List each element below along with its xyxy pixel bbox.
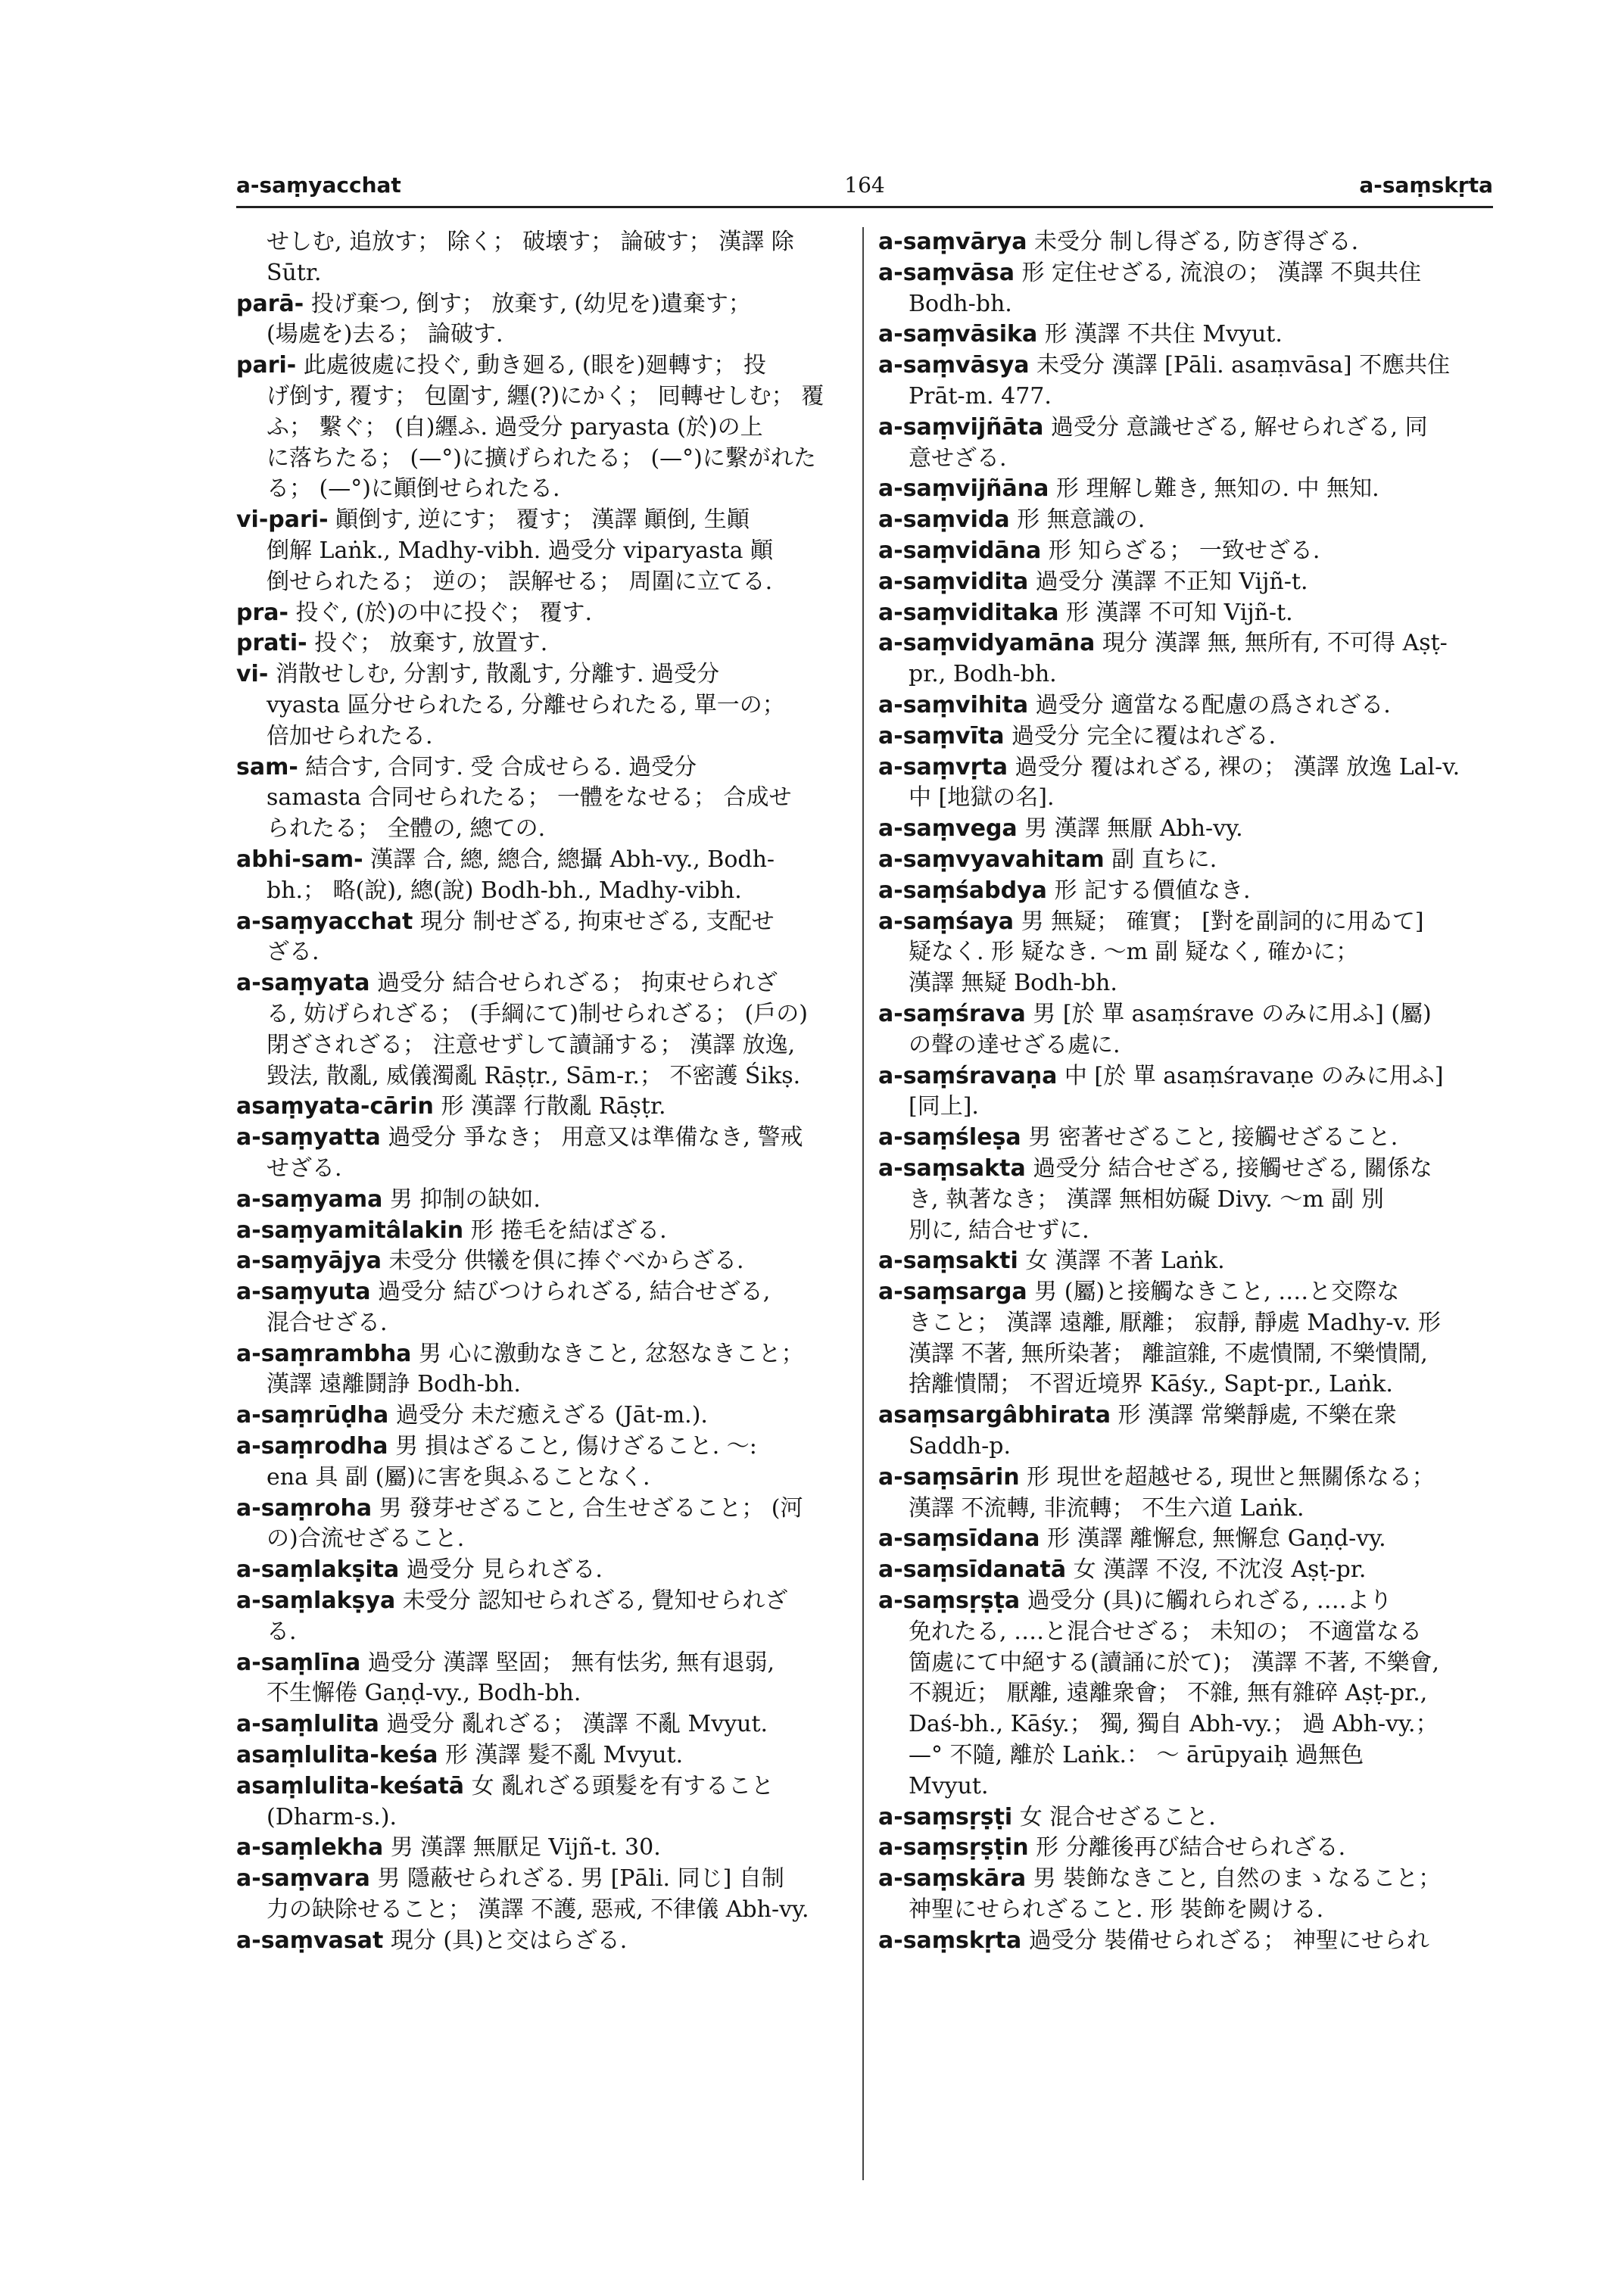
entry-headword: a-saṃvāsya bbox=[878, 352, 1030, 379]
entry-definition: せしむ, 追放す； 除く； 破壊す； 論破す； 漢譯 除 Sūtr. bbox=[267, 229, 794, 286]
entry-definition: 女 亂れざる頭髮を有すること (Dharm-s.). bbox=[267, 1772, 775, 1830]
dictionary-entry bbox=[878, 1061, 1493, 1123]
entry-headword: a-saṃyacchat bbox=[236, 908, 413, 935]
dictionary-entry bbox=[878, 1123, 1493, 1154]
entry-definition: 女 漢譯 不著 Laṅk. bbox=[1018, 1248, 1225, 1275]
entry-definition: 形 理解し難き, 無知の. 中 無知. bbox=[1049, 475, 1379, 503]
right-column bbox=[878, 227, 1493, 1957]
entry-headword: a-saṃskāra bbox=[878, 1865, 1027, 1893]
entry-headword: a-saṃyatta bbox=[236, 1124, 381, 1151]
entry-headword: a-saṃrūḍha bbox=[236, 1402, 389, 1429]
entry-definition: 過受分 未だ癒えざる (Jāt-m.). bbox=[388, 1402, 708, 1429]
entry-headword: a-saṃviditaka bbox=[878, 599, 1059, 626]
entry-headword: pra- bbox=[236, 599, 288, 626]
entry-definition: 未受分 認知せられざる, 覺知せられざ る. bbox=[267, 1587, 788, 1645]
entry-headword: a-saṃyamitâlakin bbox=[236, 1217, 464, 1244]
dictionary-entry bbox=[878, 690, 1493, 721]
dictionary-entry bbox=[236, 1216, 848, 1247]
entry-definition: 過受分 完全に覆はれざる. bbox=[1004, 722, 1276, 749]
dictionary-entry bbox=[236, 1648, 848, 1710]
dictionary-entry bbox=[878, 598, 1493, 629]
entry-definition: 漢譯 合, 總, 總合, 總攝 Abh-vy., Bodh- bh.； 略(說), 總(說) Bodh-bh., Madhy-vibh. bbox=[267, 846, 775, 904]
entry-definition: 此處彼處に投ぐ, 動き廻る, (眼を)廻轉す； 投 げ倒す, 覆す； 包圍す, 纒(?)にかく； 囘轉せしむ； 覆 ふ； 繫ぐ； (自)纒ふ. 過受分 paryasta (於)の上 に落ちたる； (—°)に擴げられたる； (—°)に繫がれた る； (—°)に顚倒せられたる. bbox=[267, 352, 824, 503]
entry-headword: asaṃyata-cārin bbox=[236, 1093, 434, 1120]
entry-definition: 過受分 覆はれざる, 裸の； 漢譯 放逸 Lal-v. 中 [地獄の名]. bbox=[909, 753, 1460, 812]
entry-headword: a-saṃvara bbox=[236, 1865, 370, 1893]
dictionary-entry bbox=[878, 413, 1493, 475]
entry-headword: a-saṃsārin bbox=[878, 1463, 1020, 1491]
dictionary-entry bbox=[878, 628, 1493, 690]
entry-headword: a-saṃvārya bbox=[878, 229, 1027, 255]
entry-headword: vi- bbox=[236, 661, 269, 688]
dictionary-entry bbox=[236, 1494, 848, 1556]
entry-definition: 投ぐ； 放棄す, 放置す. bbox=[307, 630, 548, 657]
dictionary-entry bbox=[236, 968, 848, 1092]
entry-headword: pari- bbox=[236, 352, 297, 379]
dictionary-entry bbox=[236, 1246, 848, 1277]
dictionary-entry bbox=[236, 1185, 848, 1216]
entry-headword: a-saṃvijñāna bbox=[878, 475, 1049, 503]
entry-definition: 形 無意識の. bbox=[1009, 506, 1146, 534]
dictionary-entry bbox=[236, 1864, 848, 1926]
entry-headword: a-saṃvijñāta bbox=[878, 413, 1044, 441]
entry-definition: 男 損はざること, 傷けざること. 〜: ena 具 副 (屬)に害を與ふることなく. bbox=[267, 1433, 757, 1491]
entry-headword: a-saṃyama bbox=[236, 1185, 383, 1213]
entry-definition: 消散せしむ, 分割す, 散亂す, 分離す. 過受分 vyasta 區分せられたる, 分離せられたる, 單一の； 倍加せられたる. bbox=[267, 661, 785, 749]
entry-definition: 投げ棄つ, 倒す； 放棄す, (幼児を)遺棄す； (場處を)去る； 論破す. bbox=[267, 290, 751, 348]
header-rule bbox=[236, 206, 1493, 208]
dictionary-entry bbox=[878, 227, 1493, 258]
entry-definition: 形 現世を超越せる, 現世と無關係なる； 漢譯 不流轉, 非流轉； 不生六道 Laṅk. bbox=[909, 1463, 1435, 1522]
dictionary-entry bbox=[878, 505, 1493, 536]
entry-definition: 現分 制せざる, 拘束せざる, 支配せ ざる. bbox=[267, 908, 775, 966]
entry-definition: 過受分 漢譯 不正知 Vijñ-t. bbox=[1028, 568, 1308, 595]
dictionary-entry bbox=[236, 752, 848, 845]
entry-definition: 男 隱蔽せられざる. 男 [Pāli. 同じ] 自制 力の缺除せること； 漢譯 不護, 惡戒, 不律儀 Abh-vy. bbox=[267, 1865, 809, 1924]
dictionary-entry bbox=[878, 999, 1493, 1061]
dictionary-entry bbox=[236, 1092, 848, 1123]
entry-definition: 女 混合せざること. bbox=[1012, 1803, 1216, 1830]
dictionary-entry bbox=[878, 876, 1493, 907]
dictionary-entry bbox=[878, 319, 1493, 350]
entry-definition: 形 漢譯 常樂靜處, 不樂在衆 Saddh-p. bbox=[909, 1402, 1397, 1460]
entry-definition: 過受分 結合せざる, 接觸せざる, 關係な き, 執著なき； 漢譯 無相妨礙 Divy. 〜m 副 別 別に, 結合せずに. bbox=[909, 1154, 1432, 1244]
entry-continuation bbox=[236, 227, 848, 289]
entry-definition: 男 發芽せざること, 合生せざること； (河 の)合流せざること. bbox=[267, 1494, 803, 1553]
entry-headword: a-saṃrambha bbox=[236, 1340, 412, 1367]
dictionary-entry bbox=[878, 1926, 1493, 1957]
entry-headword: parā- bbox=[236, 290, 304, 317]
entry-definition: 形 漢譯 不可知 Vijñ-t. bbox=[1058, 599, 1293, 626]
entry-headword: a-saṃsṛṣṭa bbox=[878, 1587, 1021, 1615]
entry-headword: a-saṃvihita bbox=[878, 691, 1029, 718]
dictionary-entry bbox=[878, 1277, 1493, 1400]
entry-definition: 形 漢譯 不共住 Mvyut. bbox=[1037, 321, 1283, 348]
entry-definition: 過受分 爭なき； 用意又は準備なき, 警戒 せざる. bbox=[267, 1124, 803, 1182]
entry-definition: 男 裝飾なきこと, 自然のまゝなること； 神聖にせられざること. 形 裝飾を闕ける. bbox=[909, 1865, 1442, 1924]
entry-definition: 男 漢譯 無厭 Abh-vy. bbox=[1017, 815, 1243, 843]
entry-headword: a-saṃlīna bbox=[236, 1649, 361, 1676]
entry-definition: 過受分 結びつけられざる, 結合せざる, 混合せざる. bbox=[267, 1279, 771, 1336]
entry-definition: 男 漢譯 無厭足 Vijñ-t. 30. bbox=[383, 1834, 661, 1862]
entry-definition: 形 分離後再び結合せられざる. bbox=[1028, 1834, 1346, 1862]
entry-headword: a-saṃvidyamāna bbox=[878, 630, 1096, 657]
dictionary-entry bbox=[236, 659, 848, 752]
dictionary-entry bbox=[878, 721, 1493, 752]
entry-headword: a-saṃsakta bbox=[878, 1154, 1026, 1182]
entry-definition: 過受分 意識せざる, 解せられざる, 同 意せざる. bbox=[909, 413, 1428, 472]
page-number: 164 bbox=[844, 173, 885, 198]
dictionary-entry bbox=[236, 1833, 848, 1864]
entry-definition: 現分 漢譯 無, 無所有, 不可得 Aṣṭ- pr., Bodh-bh. bbox=[909, 630, 1448, 688]
right-running-headword: a-saṃskṛta bbox=[1359, 173, 1493, 198]
entry-definition: 形 知らざる； 一致せざる. bbox=[1041, 537, 1320, 564]
entry-headword: a-saṃvāsa bbox=[878, 259, 1015, 286]
dictionary-entry bbox=[878, 350, 1493, 413]
entry-headword: a-saṃśrava bbox=[878, 1000, 1026, 1027]
entry-definition: 形 捲毛を結ばざる. bbox=[463, 1217, 667, 1244]
dictionary-entry bbox=[236, 1586, 848, 1648]
dictionary-entry bbox=[878, 1555, 1493, 1586]
dictionary-entry bbox=[878, 1400, 1493, 1463]
entry-headword: asaṃlulita-keśa bbox=[236, 1742, 438, 1769]
dictionary-entry bbox=[236, 289, 848, 351]
entry-definition: 形 漢譯 髮不亂 Mvyut. bbox=[438, 1742, 684, 1769]
dictionary-entry bbox=[878, 845, 1493, 876]
entry-definition: 過受分 亂れざる； 漢譯 不亂 Mvyut. bbox=[379, 1711, 768, 1738]
entry-headword: abhi-sam- bbox=[236, 846, 363, 873]
entry-headword: a-saṃvega bbox=[878, 815, 1018, 843]
entry-headword: a-saṃvṛta bbox=[878, 753, 1008, 780]
entry-headword: asaṃsargâbhirata bbox=[878, 1402, 1111, 1429]
entry-definition: 過受分 (具)に觸れられざる, ‥‥より 免れたる, ‥‥と混合せざる； 未知の； 不適當なる 箇處にて中絕する(讀誦に於て)； 漢譯 不著, 不樂會, 不親近； 厭離, 遠離衆會； 不雜, 無有雜碎 Aṣṭ-pr., Daś-bh., Kāśy.； 獨, 獨自 Abh-vy.； 過 Abh-vy.； —° 不隨, 離於 Laṅk.： 〜 ārūpyaiḥ 過無色 Mvyut. bbox=[909, 1587, 1440, 1799]
dictionary-entry bbox=[878, 1586, 1493, 1802]
entry-headword: a-saṃvida bbox=[878, 506, 1010, 534]
dictionary-entry bbox=[878, 1246, 1493, 1277]
dictionary-entry bbox=[236, 1277, 848, 1339]
entry-definition: 副 直ちに. bbox=[1104, 846, 1217, 873]
entry-headword: a-saṃśravaṇa bbox=[878, 1062, 1058, 1089]
dictionary-entry bbox=[878, 258, 1493, 320]
left-column bbox=[236, 227, 848, 1957]
entry-headword: a-saṃyājya bbox=[236, 1248, 382, 1275]
entry-definition: 男 [於 單 asaṃśrave のみに用ふ] (屬) の聲の達せざる處に. bbox=[909, 1000, 1432, 1058]
entry-definition: 女 漢譯 不沒, 不沈沒 Aṣṭ-pr. bbox=[1066, 1556, 1367, 1584]
dictionary-entry bbox=[878, 474, 1493, 505]
entry-definition: 中 [於 單 asaṃśravaṇe のみに用ふ] [同上]. bbox=[909, 1062, 1444, 1120]
entry-definition: 男 (屬)と接觸なきこと, ‥‥と交際な きこと； 漢譯 遠離, 厭離； 寂靜, 靜處 Madhy-v. 形 漢譯 不著, 無所染著； 離諠雜, 不處憒鬧, 不樂憒鬧, 捨離憒鬧； 不習近境界 Kāśy., Sapt-pr., Laṅk. bbox=[909, 1279, 1441, 1398]
dictionary-entry bbox=[878, 814, 1493, 845]
entry-headword: a-saṃlulita bbox=[236, 1711, 379, 1738]
dictionary-entry bbox=[236, 907, 848, 969]
entry-definition: 未受分 供犧を俱に捧ぐべからざる. bbox=[381, 1248, 744, 1275]
entry-definition: 形 漢譯 離懈怠, 無懈怠 Gaṇḍ-vy. bbox=[1040, 1525, 1386, 1553]
entry-headword: a-saṃsīdanatā bbox=[878, 1556, 1067, 1584]
entry-headword: a-saṃlakṣya bbox=[236, 1587, 396, 1615]
dictionary-entry bbox=[878, 567, 1493, 598]
entry-definition: 過受分 適當なる配慮の爲されざる. bbox=[1028, 691, 1391, 718]
entry-headword: a-saṃlakṣita bbox=[236, 1556, 400, 1584]
entry-definition: 過受分 結合せられざる； 拘束せられざ る, 妨げられざる； (手綱にて)制せられざる； (戶の) 閉ざされざる； 注意せずして讀誦する； 漢譯 放逸, 毀法, 散亂, 威儀濁亂 Rāṣṭr., Sām-r.； 不密護 Śikṣ. bbox=[267, 970, 808, 1089]
dictionary-entry bbox=[236, 628, 848, 659]
entry-definition: 形 記する價値なき. bbox=[1046, 877, 1251, 904]
dictionary-entry bbox=[878, 1154, 1493, 1246]
dictionary-entry bbox=[236, 1123, 848, 1185]
entry-headword: a-saṃvīta bbox=[878, 722, 1005, 749]
entry-headword: a-saṃsīdana bbox=[878, 1525, 1040, 1553]
entry-headword: a-saṃlekha bbox=[236, 1834, 384, 1862]
entry-headword: a-saṃvidita bbox=[878, 568, 1029, 595]
entry-definition: 過受分 漢譯 堅固； 無有怯劣, 無有退弱, 不生懈倦 Gaṇḍ-vy., Bodh-bh. bbox=[267, 1649, 775, 1707]
entry-headword: prati- bbox=[236, 630, 307, 657]
entry-definition: 未受分 漢譯 [Pāli. asaṃvāsa] 不應共住 Prāt-m. 477. bbox=[909, 352, 1451, 410]
entry-definition: 顚倒す, 逆にす； 覆す； 漢譯 顚倒, 生顚 倒解 Laṅk., Madhy-vibh. 過受分 viparyasta 顚 倒せられたる； 逆の； 誤解せる； 周圍に立てる. bbox=[267, 506, 774, 595]
dictionary-entry bbox=[236, 845, 848, 907]
entry-definition: 形 定住せざる, 流浪の； 漢譯 不與共住 Bodh-bh. bbox=[909, 259, 1422, 317]
entry-definition: 結合す, 合同す. 受 合成せらる. 過受分 samasta 合同せられたる； 一體をなせる； 合成せ られたる； 全體の, 總ての. bbox=[267, 753, 792, 843]
dictionary-entry bbox=[878, 1802, 1493, 1833]
entry-definition: 形 漢譯 行散亂 Rāṣṭr. bbox=[433, 1093, 666, 1120]
entry-headword: a-saṃsṛṣṭi bbox=[878, 1803, 1013, 1830]
dictionary-entry bbox=[236, 1432, 848, 1494]
dictionary-entry bbox=[878, 752, 1493, 815]
entry-definition: 投ぐ, (於)の中に投ぐ； 覆す. bbox=[288, 599, 593, 626]
entry-definition: 男 無疑； 確實； [對を副詞的に用ゐて] 疑なく. 形 疑なき. 〜m 副 疑なく, 確かに； 漢譯 無疑 Bodh-bh. bbox=[909, 908, 1424, 997]
page-header bbox=[236, 173, 1493, 209]
dictionary-entry bbox=[236, 1339, 848, 1401]
dictionary-entry bbox=[236, 1926, 848, 1957]
entry-headword: a-saṃśabdya bbox=[878, 877, 1047, 904]
entry-definition: 男 心に激動なきこと, 忿怒なきこと； 漢譯 遠離鬪諍 Bodh-bh. bbox=[267, 1340, 804, 1398]
dictionary-entry bbox=[236, 1400, 848, 1432]
dictionary-entry bbox=[878, 1524, 1493, 1555]
entry-headword: a-saṃroha bbox=[236, 1494, 372, 1522]
entry-headword: a-saṃskṛta bbox=[878, 1927, 1022, 1954]
entry-definition: 男 密著せざること, 接觸せざること. bbox=[1021, 1124, 1398, 1151]
entry-definition: 過受分 見られざる. bbox=[399, 1556, 603, 1584]
dictionary-entry bbox=[236, 505, 848, 597]
column-divider bbox=[862, 227, 864, 2180]
dictionary-entry bbox=[878, 907, 1493, 999]
dictionary-entry bbox=[236, 1771, 848, 1833]
dictionary-entry bbox=[236, 598, 848, 629]
entry-headword: a-saṃvidāna bbox=[878, 537, 1042, 564]
dictionary-entry bbox=[878, 1833, 1493, 1864]
entry-headword: sam- bbox=[236, 753, 298, 780]
entry-headword: asaṃlulita-keśatā bbox=[236, 1772, 465, 1799]
entry-headword: a-saṃśaya bbox=[878, 908, 1015, 935]
entry-headword: a-saṃyuta bbox=[236, 1279, 371, 1306]
dictionary-entry bbox=[236, 1740, 848, 1771]
entry-headword: a-saṃrodha bbox=[236, 1433, 388, 1460]
dictionary-entry bbox=[236, 350, 848, 505]
entry-headword: a-saṃvasat bbox=[236, 1927, 384, 1954]
dictionary-entry bbox=[236, 1555, 848, 1586]
entry-definition: 現分 (具)と交はらざる. bbox=[383, 1927, 628, 1954]
entry-definition: 未受分 制し得ざる, 防ぎ得ざる. bbox=[1027, 229, 1359, 255]
entry-headword: a-saṃyata bbox=[236, 970, 370, 997]
left-running-headword: a-saṃyacchat bbox=[236, 173, 401, 198]
entry-headword: vi-pari- bbox=[236, 506, 329, 534]
dictionary-entry bbox=[878, 1864, 1493, 1926]
dictionary-entry bbox=[878, 1463, 1493, 1525]
entry-headword: a-saṃśleṣa bbox=[878, 1124, 1021, 1151]
entry-headword: a-saṃvāsika bbox=[878, 321, 1038, 348]
entry-definition: 過受分 裝備せられざる； 神聖にせられ bbox=[1021, 1927, 1429, 1954]
entry-definition: 男 抑制の缺如. bbox=[382, 1185, 541, 1213]
dictionary-entry bbox=[878, 536, 1493, 567]
dictionary-entry bbox=[236, 1709, 848, 1740]
entry-headword: a-saṃsarga bbox=[878, 1279, 1027, 1306]
entry-headword: a-saṃsakti bbox=[878, 1248, 1018, 1275]
entry-headword: a-saṃsṛṣṭin bbox=[878, 1834, 1029, 1862]
entry-headword: a-saṃvyavahitam bbox=[878, 846, 1105, 873]
